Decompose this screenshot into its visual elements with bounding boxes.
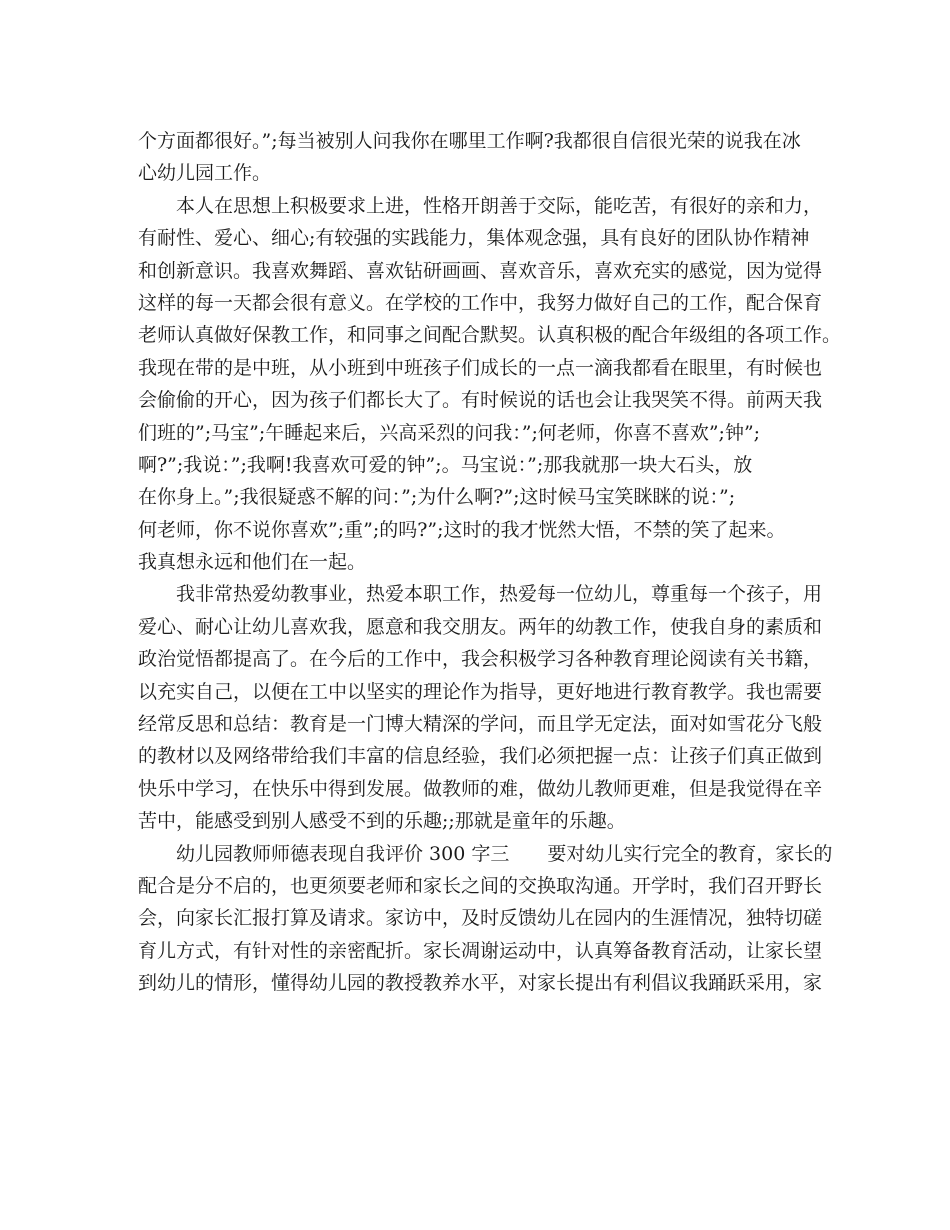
text-line: 们班的”;马宝”;午睡起来后，兴高采烈的问我：”;何老师，你喜不喜欢”;钟”; — [138, 421, 761, 444]
text-line: 到幼儿的情形，懂得幼儿园的教授教养水平，对家长提出有利倡议我踊跃采用，家 — [138, 972, 823, 995]
text-line: 经常反思和总结：教育是一门博大精深的学问，而且学无定法，面对如雪花分飞般 — [138, 713, 823, 736]
text-line: 幼儿园教师师德表现自我评价 300 字三 要对幼儿实行完全的教育，家长的 — [176, 842, 833, 865]
text-line: 我现在带的是中班，从小班到中班孩子们成长的一点一滴我都看在眼里，有时候也 — [138, 356, 823, 379]
text-line: 本人在思想上积极要求上进，性格开朗善于交际，能吃苦，有很好的亲和力， — [176, 194, 823, 217]
text-line: 政治觉悟都提高了。在今后的工作中，我会积极学习各种教育理论阅读有关书籍， — [138, 648, 823, 671]
text-line: 何老师，你不说你喜欢”;重”;的吗?”;这时的我才恍然大悟，不禁的笑了起来。 — [138, 518, 786, 541]
text-line: 苦中，能感受到别人感受不到的乐趣;;那就是童年的乐趣。 — [138, 810, 626, 833]
text-line: 这样的每一天都会很有意义。在学校的工作中，我努力做好自己的工作，配合保育 — [138, 291, 823, 314]
text-line: 以充实自己，以便在工中以坚实的理论作为指导，更好地进行教育教学。我也需要 — [138, 680, 823, 703]
text-line: 心幼儿园工作。 — [138, 162, 272, 185]
text-line: 配合是分不启的，也更须要老师和家长之间的交换取沟通。开学时，我们召开野长 — [138, 874, 823, 897]
text-line: 啊?”;我说：”;我啊!我喜欢可爱的钟”;。马宝说：”;那我就那一块大石头，放 — [138, 453, 753, 476]
text-line: 在你身上。”;我很疑惑不解的问：”;为什么啊?”;这时候马宝笑眯眯的说：”; — [138, 486, 736, 509]
text-line: 我非常热爱幼教事业，热爱本职工作，热爱每一位幼儿，尊重每一个孩子，用 — [176, 583, 823, 606]
text-line: 个方面都很好。”;每当被别人问我你在哪里工作啊?我都很自信很光荣的说我在冰 — [138, 130, 801, 152]
text-line: 育儿方式，有针对性的亲密配折。家长凋谢运动中，认真筹备教育活动，让家长望 — [138, 939, 823, 962]
text-line: 快乐中学习，在快乐中得到发展。做教师的难，做幼儿教师更难，但是我觉得在辛 — [138, 777, 823, 800]
text-line: 和创新意识。我喜欢舞蹈、喜欢钻研画画、喜欢音乐，喜欢充实的感觉，因为觉得 — [138, 259, 823, 282]
document-body-text — [138, 125, 842, 1000]
text-line: 的教材以及网络带给我们丰富的信息经验，我们必须把握一点：让孩子们真正做到 — [138, 745, 823, 768]
text-line: 爱心、耐心让幼儿喜欢我，愿意和我交朋友。两年的幼教工作，使我自身的素质和 — [138, 615, 823, 638]
text-line: 老师认真做好保教工作，和同事之间配合默契。认真积极的配合年级组的各项工作。 — [138, 324, 842, 347]
text-line: 有耐性、爱心、细心;有较强的实践能力，集体观念强，具有良好的团队协作精神 — [138, 227, 810, 250]
text-line: 会，向家长汇报打算及请求。家访中，及时反馈幼儿在园内的生涯情况，独特切磋 — [138, 907, 823, 930]
text-line: 会偷偷的开心，因为孩子们都长大了。有时候说的话也会让我哭笑不得。前两天我 — [138, 389, 823, 412]
text-line: 我真想永远和他们在一起。 — [138, 551, 367, 574]
